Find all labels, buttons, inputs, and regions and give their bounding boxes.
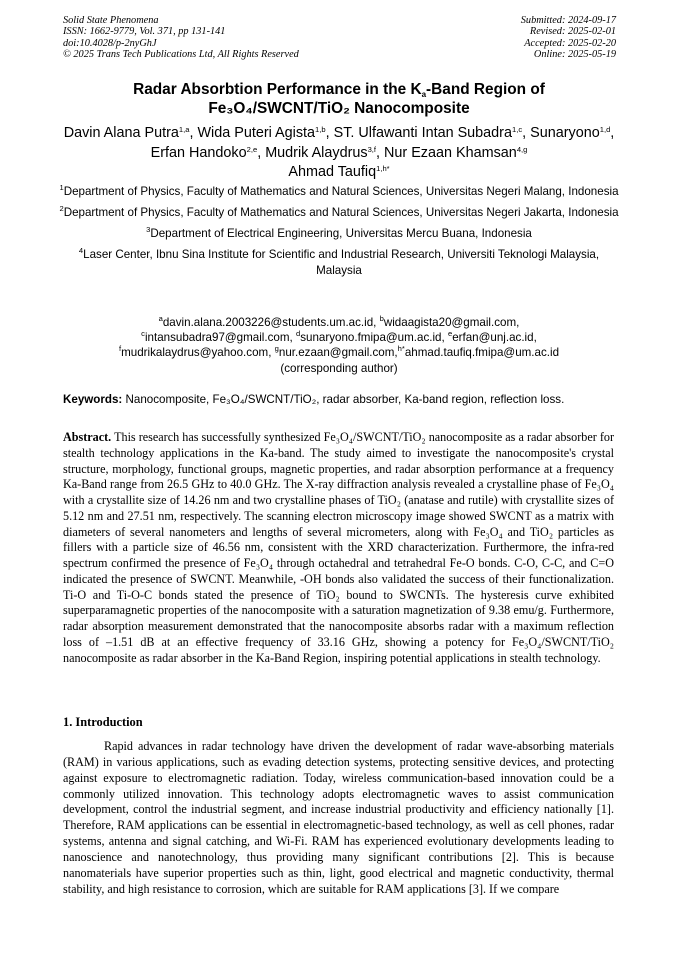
- author: ST. Ulfawanti Intan Subadra: [333, 125, 512, 141]
- section-paragraph: Rapid advances in radar technology have driven the development of radar wave-absorbing materials (RAM) in various applications, such as evading detection systems, protecting sensitive devices, and protecting against exposure to electromagnetic radiation. Today, wireless communication-based innovation could be a commonly utilized innovation. This technology adopts electromagnetic waves to assist communication development, control the industrial segment, and increase industrial productivity and efficiency nationally [1]. Therefore, RAM applications can be essential in electromagnetic-based technology, as well as cell phones, radar systems, antenna and signal catching, and Wi-Fi. RAM has experienced evolutionary developments leading to nanoscience and nanotechnology, thus providing many significant contributions [2]. This is because nanomaterials have superior properties such as thin, light, good electrical and magnetic conductivity, thermal stability, and high resistance to corrosion, which are suitable for RAM applications [3]. If we compare: [63, 739, 614, 896]
- email-link[interactable]: intansubadra97@gmail.com: [144, 331, 290, 345]
- abstract-label: Abstract.: [63, 430, 112, 444]
- doi-line: doi:10.4028/p-2nyGhJ: [63, 37, 157, 49]
- author: Davin Alana Putra: [63, 125, 179, 141]
- affiliation: $^2$Department of Physics, Faculty of Mathematics and Natural Sciences, Universitas Negeri Jakarta, Indonesia: [59, 204, 619, 219]
- author: Sunaryono: [530, 125, 600, 141]
- abstract-text: This research has successfully synthesized Fe₃O₄/SWCNT/TiO₂ nanocomposite as a radar absorber for stealth technology applications in the Ka-band. The study aimed to investigate the nanocomposite's crystal structure, morphology, functional groups, magnetic properties, and radar absorption performance at a frequency Ka-Band range from 26.5 GHz to 40.0 GHz. The X-ray diffraction analysis revealed a crystalline phase of Fe₃O₄ with a crystallite size of 14.26 nm and two crystalline phases of TiO₂ (anatase and rutile) with crystallite sizes of 5.12 nm and 27.51 nm, respectively. The scanning electron microscopy image showed SWCNT as a matrix with diameters of several nanometers and lengths of several micrometers, along with Fe₃O₄ and TiO₂ particles as fillers with a particle size of 46.56 nm, consistent with the XRD characterization. Furthermore, the infra-red spectrum confirmed the presence of Fe₃O₄ through octahedral and tetrahedral Fe-O bonds. C-O, C-C, and C=O indicated the presence of SWCNT. Meanwhile, -OH bonds also validated the success of their functionalization. Ti-O and Ti-O-C bonds stated the presence of TiO₂ bound to SWCNTs. The hysteresis curve exhibited superparamagnetic properties of the nanocomposite with a saturation magnetization of 9.38 emu/g. Furthermore, radar absorption measurement demonstrated that the nanocomposite absorbs radar with a maximum reflection loss of –1.51 dB at an effective frequency of 33.16 GHz, showing a potency for Fe₃O₄/SWCNT/TiO₂ nanocomposite as radar absorber in the Ka-Band Region, inspiring potential applications in stealth technology.: [63, 430, 614, 665]
- affiliation: $^4$Laser Center, Ibnu Sina Institute for Scientific and Industrial Research, Universiti Teknologi Malaysia, Malaysia: [78, 246, 600, 277]
- submitted-date: Submitted: 2024-09-17: [520, 15, 616, 26]
- paper-title: Radar Absorbtion Performance in the $K_a$-Band Region of Fe₃O₄/SWCNT/TiO₂ Nanocomposite: [133, 81, 545, 117]
- journal-header-right: [521, 15, 616, 61]
- email-link[interactable]: widaagista20@gmail.com: [383, 316, 517, 329]
- author: Erfan Handoko: [150, 144, 247, 161]
- keywords-text: Nanocomposite, Fe₃O₄/SWCNT/TiO₂, radar absorber, Ka-band region, reflection loss.: [122, 393, 565, 406]
- author-list: Davin Alana Putra$^{1,a}$, Wida Puteri Agista$^{1,b}$, ST. Ulfawanti Intan Subadra$^{1,c}$, Sunaryono$^{1,d}$, Erfan Handoko$^{2,e}$, Mudrik Alaydrus$^{3,f}$, Nur Ezaan Khamsan$^{4,g}$ Ahmad Taufiq$^{1,h*}$: [63, 125, 615, 181]
- journal-name: Solid State Phenomena: [63, 15, 159, 26]
- affiliation: $^1$Department of Physics, Faculty of Mathematics and Natural Sciences, Universitas Negeri Malang, Indonesia: [59, 183, 619, 198]
- online-date: Online: 2025-05-19: [533, 49, 616, 61]
- email-link[interactable]: erfan@unj.ac.id: [452, 331, 534, 345]
- affiliation-list: [58, 184, 620, 284]
- accepted-date: Accepted: 2025-02-20: [524, 37, 616, 49]
- section-heading: 1. Introduction: [63, 715, 143, 729]
- email-link[interactable]: davin.alana.2003226@students.um.ac.id: [162, 316, 374, 329]
- keywords: [63, 392, 623, 407]
- email-list: $^a$davin.alana.2003226@students.um.ac.id, $^b$widaagista20@gmail.com, $^c$intansubadra97@gmail.com, $^d$sunaryono.fmipa@um.ac.id, $^e$erfan@unj.ac.id, $^f$mudrikalaydrus@yahoo.com, $^g$nur.ezaan@gmail.com,$^{h*}$ahmad.taufiq.fmipa@um.ac.id (corresponding author): [118, 314, 560, 375]
- journal-header-left: [63, 15, 299, 61]
- author: Wida Puteri Agista: [197, 125, 316, 141]
- email-link[interactable]: nur.ezaan@gmail.com: [278, 346, 395, 360]
- author: Mudrik Alaydrus: [265, 144, 368, 161]
- email-link[interactable]: sunaryono.fmipa@um.ac.id: [300, 331, 442, 345]
- email-link[interactable]: mudrikalaydrus@yahoo.com: [121, 346, 269, 360]
- affiliation: $^3$Department of Electrical Engineering, Universitas Mercu Buana, Indonesia: [146, 225, 532, 240]
- copyright-line: © 2025 Trans Tech Publications Ltd, All Rights Reserved: [63, 49, 299, 61]
- revised-date: Revised: 2025-02-01: [529, 26, 616, 38]
- issn-line: ISSN: 1662-9779, Vol. 371, pp 131-141: [63, 26, 226, 38]
- corresponding-note: (corresponding author): [280, 361, 398, 375]
- email-link[interactable]: ahmad.taufiq.fmipa@um.ac.id: [404, 346, 560, 360]
- author: Nur Ezaan Khamsan: [384, 144, 517, 161]
- author: Ahmad Taufiq: [288, 164, 377, 181]
- keywords-label: Keywords:: [63, 393, 123, 406]
- abstract: [63, 430, 614, 666]
